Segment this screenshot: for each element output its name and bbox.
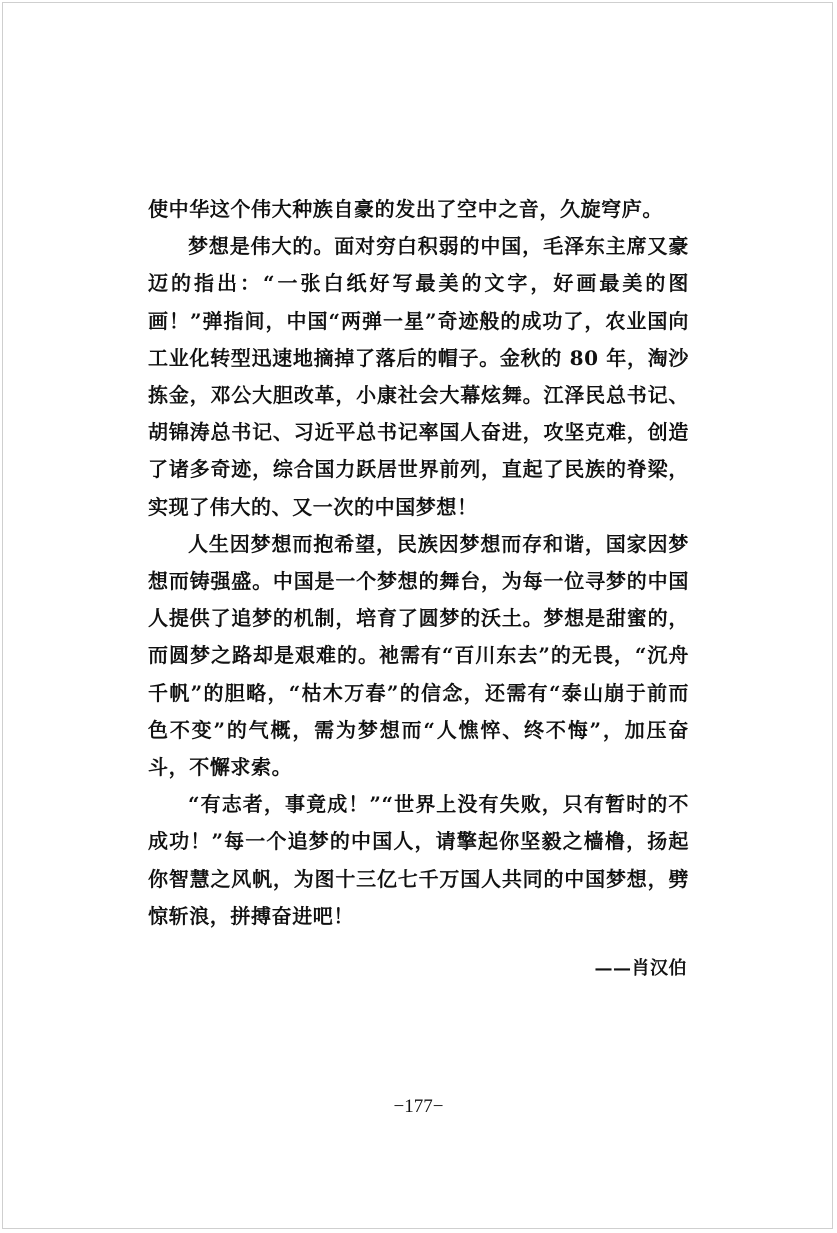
paragraph-3: 人生因梦想而抱希望，民族因梦想而存和谐，国家因梦想而铸强盛。中国是一个梦想的舞台，为每一位寻梦的中国人提供了追梦的机制，培育了圆梦的沃土。梦想是甜蜜的，而圆梦之路却是艰难的。祂需有“百川东去”的无畏，“沉舟千帆”的胆略，“枯木万春”的信念，还需有“泰山崩于前而色不变”的气概，需为梦想而“人憔悴、终不悔”，加压奋斗，不懈求索。 [148,531,689,780]
paragraph-4: “有志者，事竟成！”“世界上没有失败，只有暂时的不成功！”每一个追梦的中国人，请擎起你坚毅之樯橹，扬起你智慧之风帆，为图十三亿七千万国人共同的中国梦想，劈惊斩浪，拼搏奋进吧！ [148,792,689,928]
paragraph-1: 使中华这个伟大种族自豪的发出了空中之音，久旋穹庐。 [148,197,663,221]
page-number: −177− [393,1096,444,1117]
paragraph-2: 梦想是伟大的。面对穷白积弱的中国，毛泽东主席又豪迈的指出：“一张白纸好写最美的文字，好画最美的图画！”弹指间，中国“两弹一星”奇迹般的成功了，农业国向工业化转型迅速地摘掉了落后的帽子。金秋的 80 年，淘沙拣金，邓公大胆改革，小康社会大幕炫舞。江泽民总书记、胡锦涛总书记、习近平总书记率国人奋进，攻坚克难，创造了诸多奇迹，综合国力跃居世界前列，直起了民族的脊梁，实现了伟大的、又一次的中国梦想！ [148,234,689,519]
author-signature: ——肖汉伯 [594,958,687,979]
body-text [148,191,689,935]
